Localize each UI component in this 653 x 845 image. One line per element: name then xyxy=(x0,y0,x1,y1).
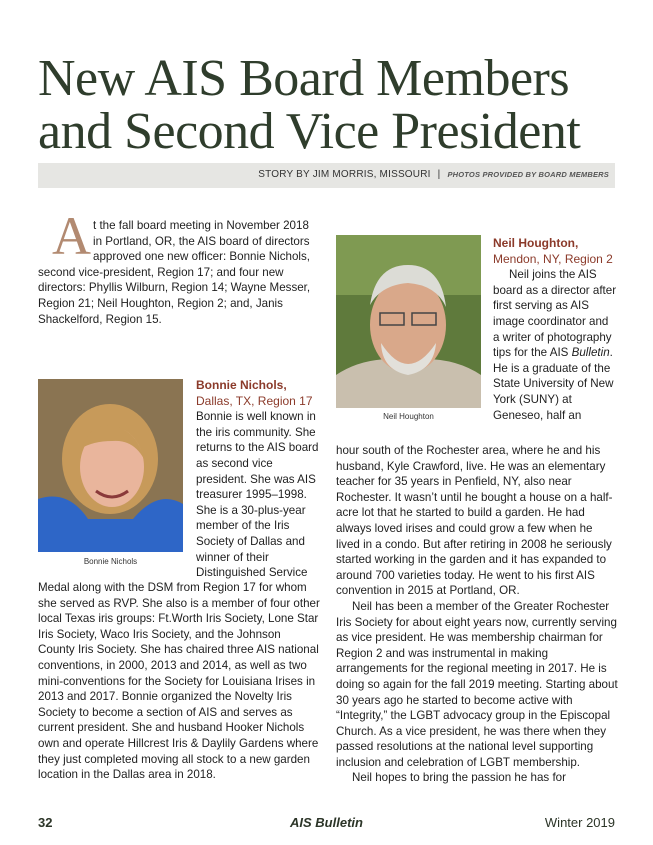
intro-paragraph xyxy=(38,206,318,327)
intro-text: t the fall board meeting in November 2018 in Portland, OR, the AIS board of directors approved one new officer: Bonnie Nichols, second vice-president, Region 17; and four new directors: Phyllis Wilburn, Region 14; Wayne Messer, Region 21; Neil Houghton, Region 2; and, Janis Shackelford, Region 15. xyxy=(38,219,311,326)
byline xyxy=(258,169,609,180)
byline-bar xyxy=(38,163,615,188)
bonnie-side-text: Bonnie is well known in the iris community. She returns to the AIS board as second vice president. She was AIS treasurer 1995–1998. She is a 30-plus-year member of the Iris Society of Dallas and winner of their Distinguished Service xyxy=(196,410,319,580)
footer-page-number: 32 xyxy=(38,815,53,830)
bonnie-location: Dallas, TX, Region 17 xyxy=(196,393,313,408)
byline-separator: | xyxy=(437,169,441,180)
story-credit: STORY BY JIM MORRIS, MISSOURI xyxy=(258,169,431,180)
neil-location: Mendon, NY, Region 2 xyxy=(493,251,613,266)
bonnie-nichols-photo xyxy=(38,379,183,552)
drop-cap: A xyxy=(52,206,91,266)
bonnie-photo-caption: Bonnie Nichols xyxy=(83,557,138,566)
photo-credit: PHOTOS PROVIDED BY BOARD MEMBERS xyxy=(447,170,609,179)
neil-body-text: hour south of the Rochester area, where he and his husband, Kyle Crawford, live. He was an elementary teacher for 35 years in Penfield, NY, also near Rochester. It wasn’t until he bought a house on a half-acre lot that he started to build a garden. He had always loved irises and could grow a few when he lived in a condo. But after retiring in 2008 he seriously started working in the garden and it has expanded to around 700 varieties today. He went to his first AIS convention in 2015 at Portland, OR. Neil has been a member of the Greater Rochester Iris Society for about eight years now, currently serving as vice president. He was membership chairman for Region 2 and was instrumental in making arrangements for the regional meeting in 2017. He is doing so again for the fall 2019 meeting. Starting about 30 years ago he started to become active with “Integrity,” the LGBT advocacy group in the Episcopal Church. As a vice president, he was there when they passed resolutions at the national level supporting inclusion and celebration of LGBT membership. Neil hopes to bring the passion he has for xyxy=(336,444,618,785)
neil-side-column xyxy=(493,236,618,423)
neil-photo-caption: Neil Houghton xyxy=(383,412,434,421)
footer-publication: AIS Bulletin xyxy=(290,815,363,830)
bonnie-name-heading: Bonnie Nichols, xyxy=(196,378,287,392)
bonnie-body-text: Medal along with the DSM from Region 17 for whom she served as RVP. She also is a member of four other local Texas iris groups: Ft.Worth Iris Society, Lone Star Iris Society, Waco Iris Society, and the Johnson County Iris Society. She has chaired three AIS national conventions, in 2000, 2013 and 2014, as well as two mini-conventions for the Society for Louisiana Irises in 2013 and 2017. Bonnie organized the Novelty Iris Society to become a section of AIS and serves as current president. She and husband Hooker Nichols own and operate Hillcrest Iris & Daylily Gardens where they just completed moving all stock to a new garden location in the Dallas area in 2018. xyxy=(38,581,320,782)
neil-name-heading: Neil Houghton, xyxy=(493,236,579,250)
footer-issue: Winter 2019 xyxy=(544,815,615,830)
neil-side-text: Neil joins the AIS board as a director after first serving as AIS image coordinator and a writer of photography tips for the AIS Bulletin. He is a graduate of the State University of New York (SUNY) at Geneseo, half an xyxy=(493,268,617,422)
bonnie-side-column xyxy=(196,378,321,581)
neil-houghton-photo xyxy=(336,235,481,408)
article-title: New AIS Board Members and Second Vice President xyxy=(38,50,581,160)
